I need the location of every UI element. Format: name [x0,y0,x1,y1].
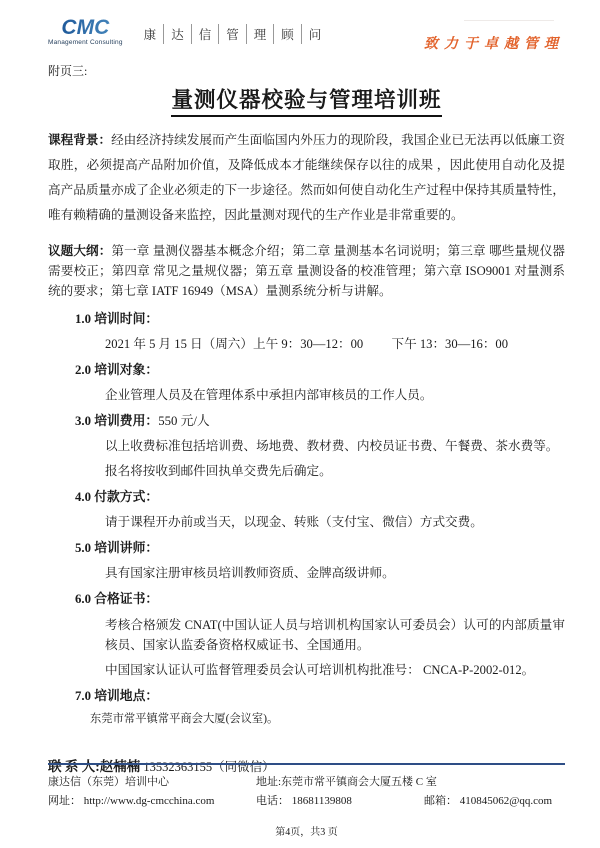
section-heading: 5.0 培训讲师： [75,541,159,555]
brand-logo-group [48,18,328,46]
section-heading-label: 3.0 培训费用： [75,414,159,428]
footer-email: 邮箱： 410845062@qq.com [424,795,553,807]
contact-person: 联 系 人:赵楠楠 [48,759,141,774]
company-slogan: 致力于卓越管理 [424,37,564,52]
section-training-audience [48,358,565,408]
footer-phone: 电话： 18681139808 [256,795,352,807]
brand-char: 顾 [274,24,302,44]
document-header [48,18,564,53]
section-text: 2021 年 5 月 15 日（周六）上午 9：30—12：00 下午 13：30—16：00 [105,337,508,351]
section-list [48,307,565,729]
footer-address: 地址:东莞市常平镇商会大厦五楼 C 室 [256,776,437,788]
cmc-logo-text: CMC [48,18,123,38]
section-training-fee [48,409,565,484]
brand-char: 康 [137,24,165,44]
document-title: 量测仪器校验与管理培训班 [171,83,441,117]
agenda-label: 议题大纲： [48,244,112,258]
brand-char: 达 [164,24,192,44]
agenda-paragraph [48,241,565,301]
appendix-label: 附页三: [48,64,88,78]
section-heading: 4.0 付款方式： [75,490,159,504]
section-training-time [48,307,565,357]
section-text: 请于课程开办前或当天，以现金、转账（支付宝、微信）方式交费。 [105,515,483,529]
slogan-divider [464,20,554,21]
section-text: 东莞市常平镇常平商会大厦(会议室)。 [90,713,279,725]
cmc-logo [48,18,123,46]
course-background-paragraph [48,128,565,228]
slogan-block [424,18,564,53]
brand-char: 信 [192,24,220,44]
section-text: 报名将按收到邮件回执单交费先后确定。 [105,464,332,478]
brand-char: 问 [308,28,322,42]
brand-name-characters [137,24,329,44]
page-number: 第4页，共3 页 [275,827,338,838]
section-text: 企业管理人员及在管理体系中承担内部审核员的工作人员。 [105,388,433,402]
course-background-text: 经由经济持续发展而产生面临国内外压力的现阶段，我国企业已无法再以低廉工资取胜，必须提高产品附加价值，及降低成本才能继续保存以往的成果 ，因此使用自动化及提高产品质量亦成了企业必须走的下一步途径。然而如何使自动化生产过程中保持其质量特性，唯有赖精确的量测设备来监控，因此量测对现代的生产作业是非常重要的。 [48,133,566,222]
footer-website: 网址： http://www.dg-cmcchina.com [48,795,215,807]
course-background-label: 课程背景： [48,133,112,147]
agenda-text: 第一章 量测仪器基本概念介绍；第二章 量测基本名词说明；第三章 哪些量规仪器需要校正；第四章 常见之量规仪器；第五章 量测设备的校准管理；第六章 ISO9001 对量测系统的要求；第七章 IATF 16949（MSA）量测系统分析与讲解。 [48,244,565,298]
section-trainer [48,536,565,586]
cmc-logo-subtext: Management Consulting [48,39,123,46]
section-certificate [48,587,565,683]
brand-char: 管 [219,24,247,44]
section-heading [75,409,565,434]
section-text: 考核合格颁发 CNAT(中国认证人员与培训机构国家认可委员会）认可的内部质量审核员、国家认监委备资格权威证书、全国通用。 [105,618,565,652]
section-text: 中国国家认证认可监督管理委员会认可培训机构批准号： CNCA-P-2002-012。 [105,663,535,677]
section-text: 以上收费标准包括培训费、场地费、教材费、内校员证书费、午餐费、茶水费等。 [105,439,559,453]
section-training-location [48,684,565,729]
section-payment-method [48,485,565,535]
document-body [48,62,565,775]
brand-char: 理 [247,24,275,44]
section-heading-value: 550 元/人 [158,414,210,428]
section-heading: 1.0 培训时间： [75,312,159,326]
contact-phone: 13532363155（同微信） [140,760,275,774]
section-text: 具有国家注册审核员培训教师资质、金牌高级讲师。 [105,566,395,580]
document-footer [48,763,565,842]
section-heading: 6.0 合格证书： [75,592,159,606]
footer-org-name: 康达信（东莞）培训中心 [48,776,169,788]
section-heading: 7.0 培训地点： [75,689,159,703]
section-heading: 2.0 培训对象： [75,363,159,377]
